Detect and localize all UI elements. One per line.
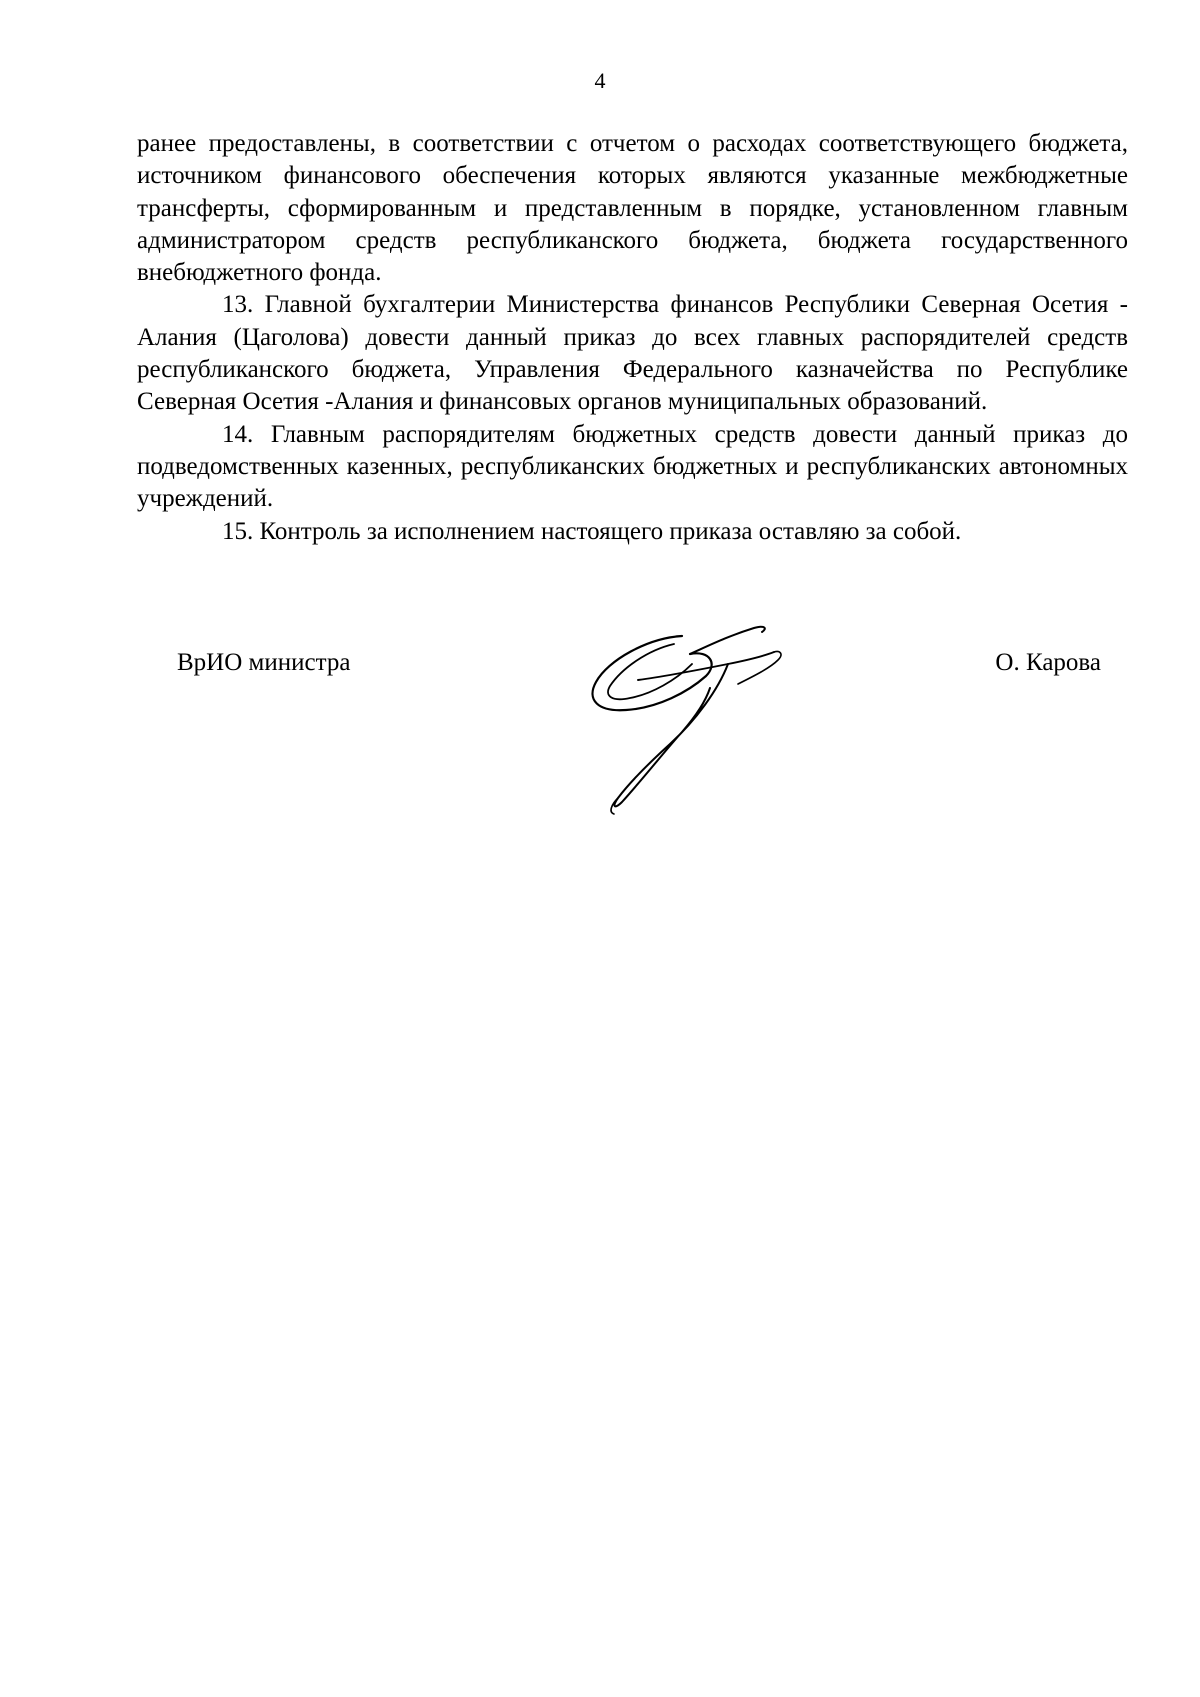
signature-block <box>0 620 1200 820</box>
signatory-name: О. Карова <box>995 649 1101 676</box>
signatory-role: ВрИО министра <box>177 649 351 676</box>
paragraph-item-14: 14. Главным распорядителям бюджетных средств довести данный приказ до подведомственных казенных, республиканских бюджетных и республиканских автономных учреждений. <box>137 420 1128 513</box>
document-body <box>137 128 1128 548</box>
handwritten-signature-icon <box>578 620 818 820</box>
paragraph-item-15: 15. Контроль за исполнением настоящего приказа оставляю за собой. <box>222 517 962 545</box>
page-number: 4 <box>594 68 606 93</box>
paragraph-continuation: ранее предоставлены, в соответствии с отчетом о расходах соответствующего бюджета, источником финансового обеспечения которых являются указанные межбюджетные трансферты, сформированным и представленным в порядке, установленном главным администратором средств республиканского бюджета, бюджета государственного внебюджетного фонда. <box>137 130 1128 287</box>
paragraph-item-13: 13. Главной бухгалтерии Министерства финансов Республики Северная Осетия - Алания (Цаголова) довести данный приказ до всех главных распорядителей средств республиканского бюджета, Управления Федерального казначейства по Республике Северная Осетия -Алания и финансовых органов муниципальных образований. <box>137 291 1128 416</box>
